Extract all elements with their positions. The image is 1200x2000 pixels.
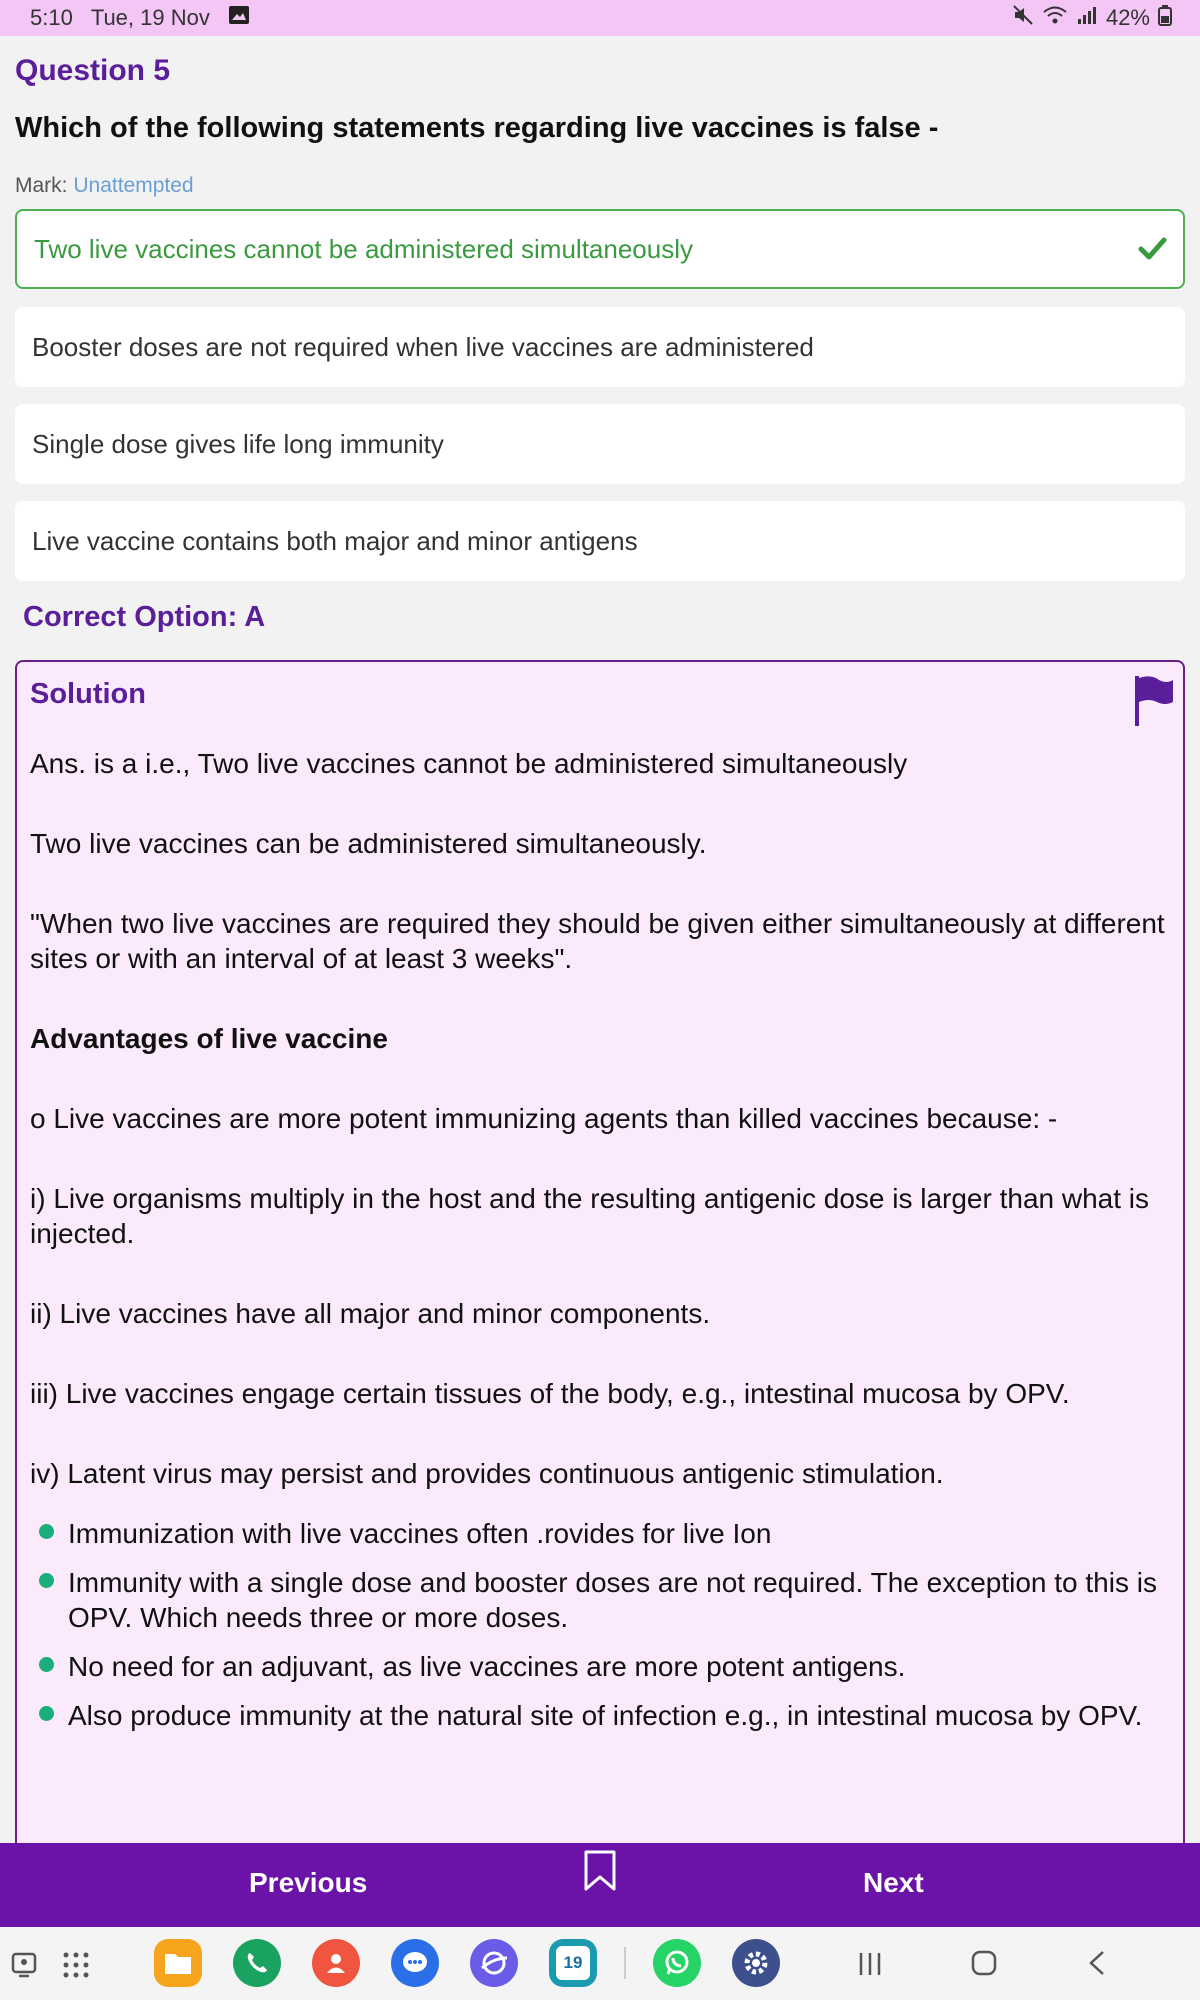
mute-icon <box>1012 4 1034 32</box>
option-a[interactable] <box>15 209 1185 289</box>
contacts-app-icon[interactable] <box>312 1939 360 1987</box>
calendar-app-icon[interactable] <box>549 1939 597 1987</box>
solution-paragraph: Two live vaccines can be administered simultaneously. <box>30 828 707 859</box>
solution-paragraph: i) Live organisms multiply in the host and the resulting antigenic dose is larger than what is injected. <box>30 1183 1150 1249</box>
solution-body <box>30 746 1170 1747</box>
gallery-icon <box>228 4 250 32</box>
mark-label: Mark: <box>15 174 68 197</box>
recents-icon[interactable] <box>856 1951 884 1982</box>
bullet-text: No need for an adjuvant, as live vaccines are more potent antigens. <box>68 1651 906 1682</box>
status-time: 5:10 <box>30 5 73 30</box>
browser-app-icon[interactable] <box>470 1939 518 1987</box>
solution-paragraph: iv) Latent virus may persist and provides continuous antigenic stimulation. <box>30 1458 944 1489</box>
taskbar-toggle-icon[interactable] <box>10 1949 40 1984</box>
question-nav-bar <box>0 1843 1200 1927</box>
next-button[interactable]: Next <box>863 1867 924 1898</box>
solution-paragraph: Ans. is a i.e., Two live vaccines cannot be administered simultaneously <box>30 748 908 779</box>
mark-row <box>15 174 194 198</box>
check-icon <box>1137 233 1167 270</box>
list-item <box>30 1649 1170 1684</box>
calendar-day: 19 <box>556 1946 590 1980</box>
wifi-icon <box>1042 4 1068 32</box>
bullet-dot-icon <box>39 1524 54 1539</box>
list-item <box>30 1516 1170 1551</box>
battery-level: 42% <box>1105 5 1150 30</box>
correct-option-label: Correct Option: A <box>23 601 266 633</box>
bullet-dot-icon <box>39 1657 54 1672</box>
solution-paragraph: ii) Live vaccines have all major and minor components. <box>30 1298 711 1329</box>
solution-title: Solution <box>30 678 146 710</box>
bullet-text: Immunization with live vaccines often .rovides for live Ion <box>68 1518 772 1549</box>
system-taskbar <box>0 1927 1200 2000</box>
settings-app-icon[interactable] <box>732 1939 780 1987</box>
whatsapp-app-icon[interactable] <box>653 1939 701 1987</box>
solution-paragraph: o Live vaccines are more potent immunizing agents than killed vaccines because: - <box>30 1103 1058 1134</box>
signal-icon <box>1076 4 1098 32</box>
option-d-text: Live vaccine contains both major and minor antigens <box>32 525 638 556</box>
solution-paragraph: "When two live vaccines are required they should be given either simultaneously at different sites or with an interval of at least 3 weeks". <box>30 908 1165 974</box>
app-drawer-icon[interactable] <box>62 1951 90 1984</box>
messages-app-icon[interactable] <box>391 1939 439 1987</box>
solution-bullet-list <box>30 1516 1170 1733</box>
bullet-dot-icon <box>39 1573 54 1588</box>
status-bar <box>0 0 1200 36</box>
option-c[interactable] <box>15 404 1185 484</box>
solution-panel <box>15 660 1185 1960</box>
option-c-text: Single dose gives life long immunity <box>32 428 444 459</box>
question-number: Question 5 <box>15 54 171 87</box>
option-a-text: Two live vaccines cannot be administered simultaneously <box>34 233 694 264</box>
list-item <box>30 1698 1170 1733</box>
question-text: Which of the following statements regarding live vaccines is false - <box>15 112 939 144</box>
solution-paragraph: iii) Live vaccines engage certain tissues of the body, e.g., intestinal mucosa by OPV. <box>30 1378 1070 1409</box>
home-icon[interactable] <box>970 1949 998 1982</box>
status-date: Tue, 19 Nov <box>90 5 210 30</box>
back-icon[interactable] <box>1085 1949 1109 1982</box>
bullet-dot-icon <box>39 1706 54 1721</box>
flag-icon[interactable] <box>1131 672 1175 733</box>
option-b[interactable] <box>15 307 1185 387</box>
taskbar-divider <box>624 1947 626 1979</box>
list-item <box>30 1565 1170 1635</box>
battery-icon <box>1158 4 1172 32</box>
bullet-text: Also produce immunity at the natural site of infection e.g., in intestinal mucosa by OPV. <box>68 1700 1143 1731</box>
phone-app-icon[interactable] <box>233 1939 281 1987</box>
option-b-text: Booster doses are not required when live vaccines are administered <box>32 331 814 362</box>
previous-button[interactable]: Previous <box>249 1867 368 1898</box>
bookmark-icon[interactable] <box>582 1849 618 1898</box>
option-d[interactable] <box>15 501 1185 581</box>
solution-subheading: Advantages of live vaccine <box>30 1023 388 1054</box>
mark-status: Unattempted <box>73 174 194 197</box>
files-app-icon[interactable] <box>154 1939 202 1987</box>
bullet-text: Immunity with a single dose and booster doses are not required. The exception to this is OPV. Which needs three or more doses. <box>68 1567 1157 1633</box>
